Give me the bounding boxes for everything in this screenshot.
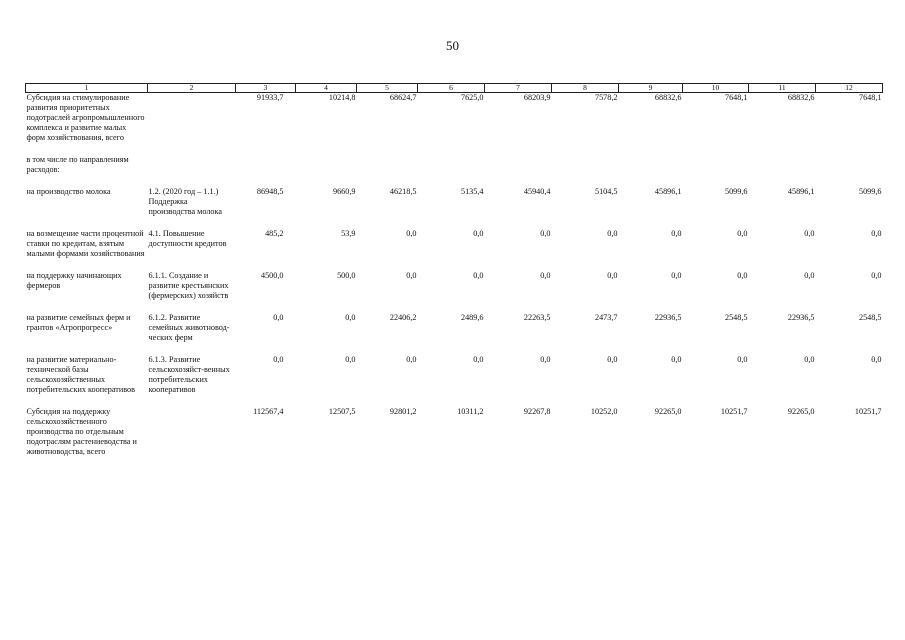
table-row	[26, 155, 883, 175]
row-value: 68832,6	[787, 93, 815, 102]
row-program: 6.1.2. Развитие семейных животновод-ческих ферм	[148, 313, 230, 342]
row-name: на возмещение части процентной ставки по кредитам, взятым малыми формами хозяйствования	[26, 229, 145, 258]
row-spacer	[26, 175, 883, 187]
row-value: 5135,4	[460, 187, 484, 196]
row-spacer	[26, 143, 883, 155]
row-value: 0,0	[607, 271, 618, 280]
row-name: на развитие семейных ферм и грантов «Агропрогресс»	[26, 313, 131, 332]
row-value: 7648,1	[858, 93, 882, 102]
row-value: 10251,7	[854, 407, 882, 416]
row-value: 485,2	[265, 229, 284, 238]
row-value: 53,9	[341, 229, 356, 238]
column-header: 8	[552, 84, 619, 93]
row-value: 7625,0	[460, 93, 484, 102]
column-header: 2	[148, 84, 236, 93]
column-header: 5	[357, 84, 418, 93]
table-row	[26, 271, 883, 301]
row-value: 0,0	[345, 355, 356, 364]
row-value: 500,0	[337, 271, 356, 280]
row-value: 12507,5	[328, 407, 356, 416]
column-header: 11	[749, 84, 816, 93]
row-program	[148, 93, 236, 144]
row-value: 5104,5	[594, 187, 618, 196]
row-value: 0,0	[273, 355, 284, 364]
row-value: 46218,5	[389, 187, 417, 196]
row-value: 0,0	[607, 229, 618, 238]
row-value: 45896,1	[654, 187, 682, 196]
column-header: 4	[296, 84, 357, 93]
row-spacer	[26, 259, 883, 271]
row-value: 92265,0	[787, 407, 815, 416]
row-name: на поддержку начинающих фермеров	[26, 271, 122, 290]
table-row	[26, 229, 883, 259]
row-value: 112567,4	[253, 407, 284, 416]
row-value: 0,0	[804, 229, 815, 238]
column-header: 7	[485, 84, 552, 93]
row-value: 7578,2	[594, 93, 618, 102]
row-value: 10311,2	[457, 407, 484, 416]
row-value: 10214,8	[328, 93, 356, 102]
row-spacer	[26, 301, 883, 313]
table-row	[26, 407, 883, 457]
row-value: 0,0	[406, 271, 417, 280]
row-value: 5099,6	[858, 187, 882, 196]
row-value: 10252,0	[590, 407, 618, 416]
row-name: на развитие материально-технической базы сельскохозяйственных потребительских кооперативов	[26, 355, 135, 394]
column-header: 12	[816, 84, 883, 93]
row-spacer	[26, 395, 883, 407]
table-row	[26, 93, 883, 144]
row-value: 0,0	[804, 271, 815, 280]
row-value: 0,0	[345, 313, 356, 322]
row-value: 22936,5	[787, 313, 815, 322]
row-spacer	[26, 343, 883, 355]
row-value: 2489,6	[460, 313, 484, 322]
row-value: 0,0	[540, 355, 551, 364]
row-name: в том числе по направлениям расходов:	[26, 155, 129, 174]
row-program: 6.1.1. Создание и развитие крестьянских (фермерских) хозяйств	[148, 271, 229, 300]
row-value: 4500,0	[260, 271, 284, 280]
row-value: 92801,2	[389, 407, 417, 416]
row-value: 0,0	[737, 355, 748, 364]
row-value: 10251,7	[720, 407, 748, 416]
row-value: 0,0	[406, 229, 417, 238]
row-program: 6.1.3. Развитие сельскохозяйст-венных потребительских кооперативов	[148, 355, 230, 394]
row-value: 22263,5	[523, 313, 551, 322]
row-value: 0,0	[473, 229, 484, 238]
row-value: 7648,1	[724, 93, 748, 102]
row-value: 0,0	[871, 229, 882, 238]
column-header: 1	[26, 84, 148, 93]
row-value: 0,0	[871, 271, 882, 280]
row-value: 0,0	[871, 355, 882, 364]
column-number-row	[26, 84, 883, 93]
row-value: 0,0	[737, 229, 748, 238]
column-header: 10	[683, 84, 749, 93]
column-header: 9	[619, 84, 683, 93]
row-value: 68203,9	[523, 93, 551, 102]
row-value: 0,0	[671, 229, 682, 238]
row-value: 0,0	[607, 355, 618, 364]
row-value: 0,0	[804, 355, 815, 364]
row-name: Субсидия на поддержку сельскохозяйственного производства по отдельным подотраслям растениеводства и животноводства, всего	[26, 407, 137, 456]
table-row	[26, 355, 883, 395]
row-value: 0,0	[671, 355, 682, 364]
row-value: 68624,7	[389, 93, 417, 102]
column-header: 6	[418, 84, 485, 93]
row-value: 0,0	[273, 313, 284, 322]
row-name: Субсидия на стимулирование развития приоритетных подотраслей агропромышленного комплекса и развитие малых форм хозяйствования, всего	[26, 93, 145, 142]
table-row	[26, 313, 883, 343]
row-value: 9660,9	[332, 187, 356, 196]
row-value: 5099,6	[724, 187, 748, 196]
page-number: 50	[446, 38, 459, 53]
row-value: 0,0	[737, 271, 748, 280]
row-value: 92267,8	[523, 407, 551, 416]
row-value: 0,0	[473, 355, 484, 364]
row-value: 0,0	[473, 271, 484, 280]
row-value: 45940,4	[523, 187, 551, 196]
row-value: 22936,5	[654, 313, 682, 322]
budget-table	[25, 83, 883, 457]
row-program	[148, 407, 236, 457]
row-value: 0,0	[671, 271, 682, 280]
row-value: 86948,5	[256, 187, 284, 196]
row-value: 45896,1	[787, 187, 815, 196]
row-spacer	[26, 217, 883, 229]
row-value: 92265,0	[654, 407, 682, 416]
column-header: 3	[236, 84, 296, 93]
row-value: 2548,5	[858, 313, 882, 322]
table-row	[26, 187, 883, 217]
row-value: 22406,2	[389, 313, 417, 322]
row-value: 91933,7	[256, 93, 284, 102]
row-program: 4.1. Повышение доступности кредитов	[148, 229, 227, 248]
row-value: 2473,7	[594, 313, 618, 322]
row-value: 0,0	[540, 271, 551, 280]
row-value: 2548,5	[724, 313, 748, 322]
row-value: 68832,6	[654, 93, 682, 102]
row-value: 0,0	[406, 355, 417, 364]
row-name: на производство молока	[26, 187, 111, 196]
row-value: 0,0	[540, 229, 551, 238]
row-program: 1.2. (2020 год – 1.1.) Поддержка производства молока	[148, 187, 223, 216]
